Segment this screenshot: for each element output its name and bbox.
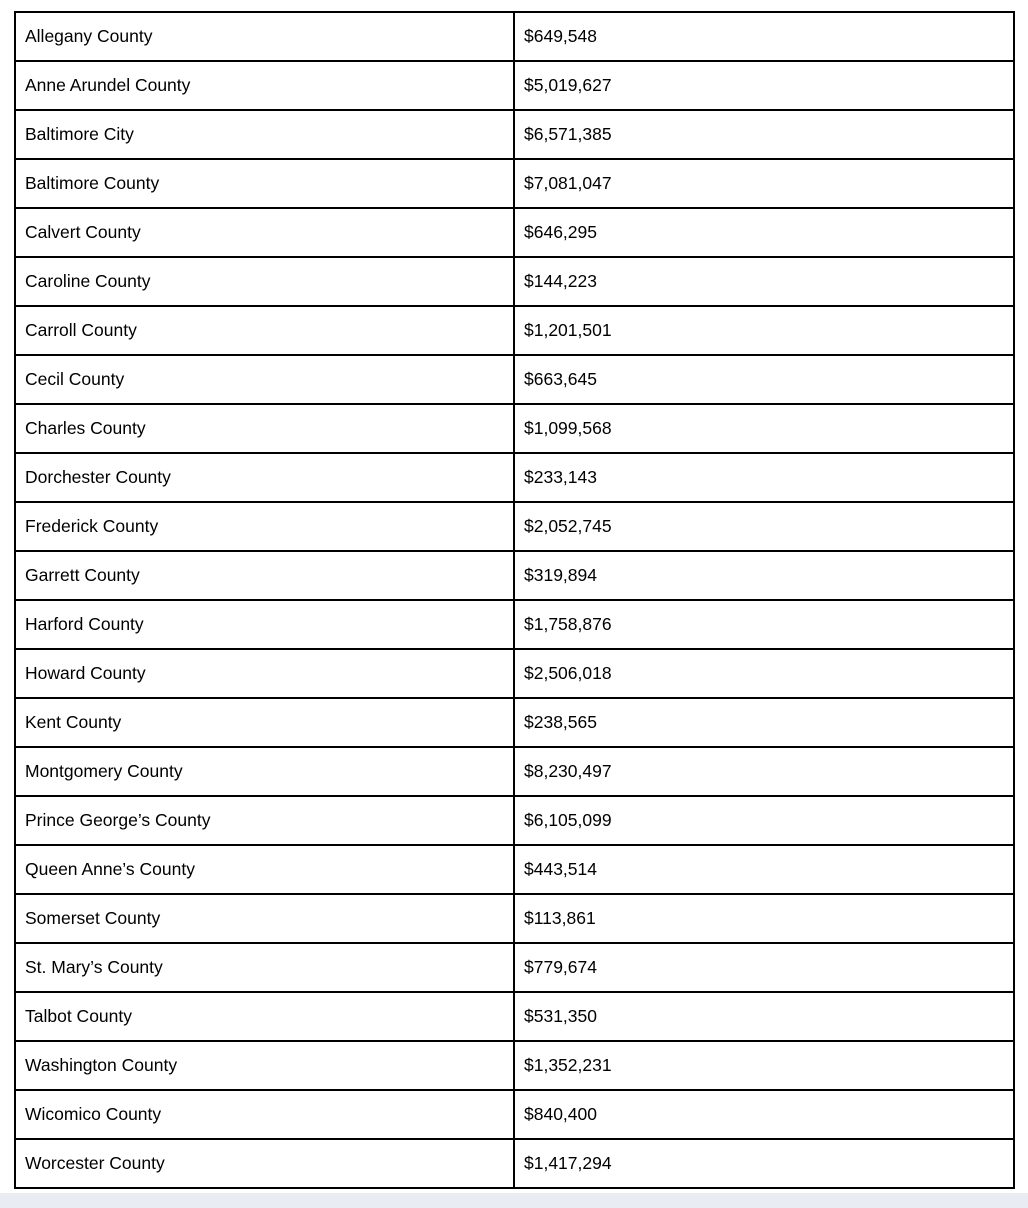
table-row <box>15 992 1014 1041</box>
amount-cell: $646,295 <box>514 208 1014 257</box>
table-row <box>15 502 1014 551</box>
amount-cell: $2,506,018 <box>514 649 1014 698</box>
table-row <box>15 453 1014 502</box>
county-cell: Garrett County <box>15 551 514 600</box>
county-cell: Dorchester County <box>15 453 514 502</box>
table-row <box>15 12 1014 61</box>
amount-cell: $663,645 <box>514 355 1014 404</box>
amount-cell: $113,861 <box>514 894 1014 943</box>
amount-cell: $1,099,568 <box>514 404 1014 453</box>
amount-cell: $319,894 <box>514 551 1014 600</box>
amount-cell: $1,417,294 <box>514 1139 1014 1188</box>
county-cell: Washington County <box>15 1041 514 1090</box>
county-cell: Howard County <box>15 649 514 698</box>
county-cell: Queen Anne’s County <box>15 845 514 894</box>
amount-cell: $443,514 <box>514 845 1014 894</box>
amount-cell: $1,758,876 <box>514 600 1014 649</box>
county-cell: Carroll County <box>15 306 514 355</box>
county-cell: Talbot County <box>15 992 514 1041</box>
county-cell: Allegany County <box>15 12 514 61</box>
table-row <box>15 600 1014 649</box>
county-cell: Baltimore County <box>15 159 514 208</box>
amount-cell: $1,352,231 <box>514 1041 1014 1090</box>
amount-cell: $144,223 <box>514 257 1014 306</box>
table-row <box>15 796 1014 845</box>
table-row <box>15 649 1014 698</box>
table-row <box>15 1139 1014 1188</box>
amount-cell: $531,350 <box>514 992 1014 1041</box>
county-cell: Calvert County <box>15 208 514 257</box>
amount-cell: $6,571,385 <box>514 110 1014 159</box>
table-row <box>15 1041 1014 1090</box>
county-cell: Somerset County <box>15 894 514 943</box>
county-cell: Caroline County <box>15 257 514 306</box>
county-cell: Worcester County <box>15 1139 514 1188</box>
table-row <box>15 208 1014 257</box>
amount-cell: $7,081,047 <box>514 159 1014 208</box>
table-row <box>15 306 1014 355</box>
county-cell: Cecil County <box>15 355 514 404</box>
table-row <box>15 943 1014 992</box>
amount-cell: $1,201,501 <box>514 306 1014 355</box>
table-row <box>15 845 1014 894</box>
table-body <box>15 12 1014 1188</box>
amount-cell: $238,565 <box>514 698 1014 747</box>
amount-cell: $649,548 <box>514 12 1014 61</box>
table-row <box>15 698 1014 747</box>
page-bottom-strip <box>0 1193 1028 1208</box>
county-cell: Kent County <box>15 698 514 747</box>
table-row <box>15 551 1014 600</box>
table-row <box>15 894 1014 943</box>
county-cell: Prince George’s County <box>15 796 514 845</box>
county-cell: Harford County <box>15 600 514 649</box>
table-row <box>15 1090 1014 1139</box>
county-cell: Wicomico County <box>15 1090 514 1139</box>
amount-cell: $2,052,745 <box>514 502 1014 551</box>
table-row <box>15 404 1014 453</box>
table-row <box>15 747 1014 796</box>
county-cell: Montgomery County <box>15 747 514 796</box>
table-row <box>15 110 1014 159</box>
amount-cell: $6,105,099 <box>514 796 1014 845</box>
county-cell: Baltimore City <box>15 110 514 159</box>
amount-cell: $5,019,627 <box>514 61 1014 110</box>
table-row <box>15 257 1014 306</box>
county-cell: Anne Arundel County <box>15 61 514 110</box>
amount-cell: $8,230,497 <box>514 747 1014 796</box>
county-cell: Charles County <box>15 404 514 453</box>
amount-cell: $779,674 <box>514 943 1014 992</box>
amount-cell: $233,143 <box>514 453 1014 502</box>
county-funding-table <box>14 11 1015 1189</box>
county-cell: Frederick County <box>15 502 514 551</box>
table-row <box>15 355 1014 404</box>
county-cell: St. Mary’s County <box>15 943 514 992</box>
table-row <box>15 159 1014 208</box>
amount-cell: $840,400 <box>514 1090 1014 1139</box>
table-row <box>15 61 1014 110</box>
